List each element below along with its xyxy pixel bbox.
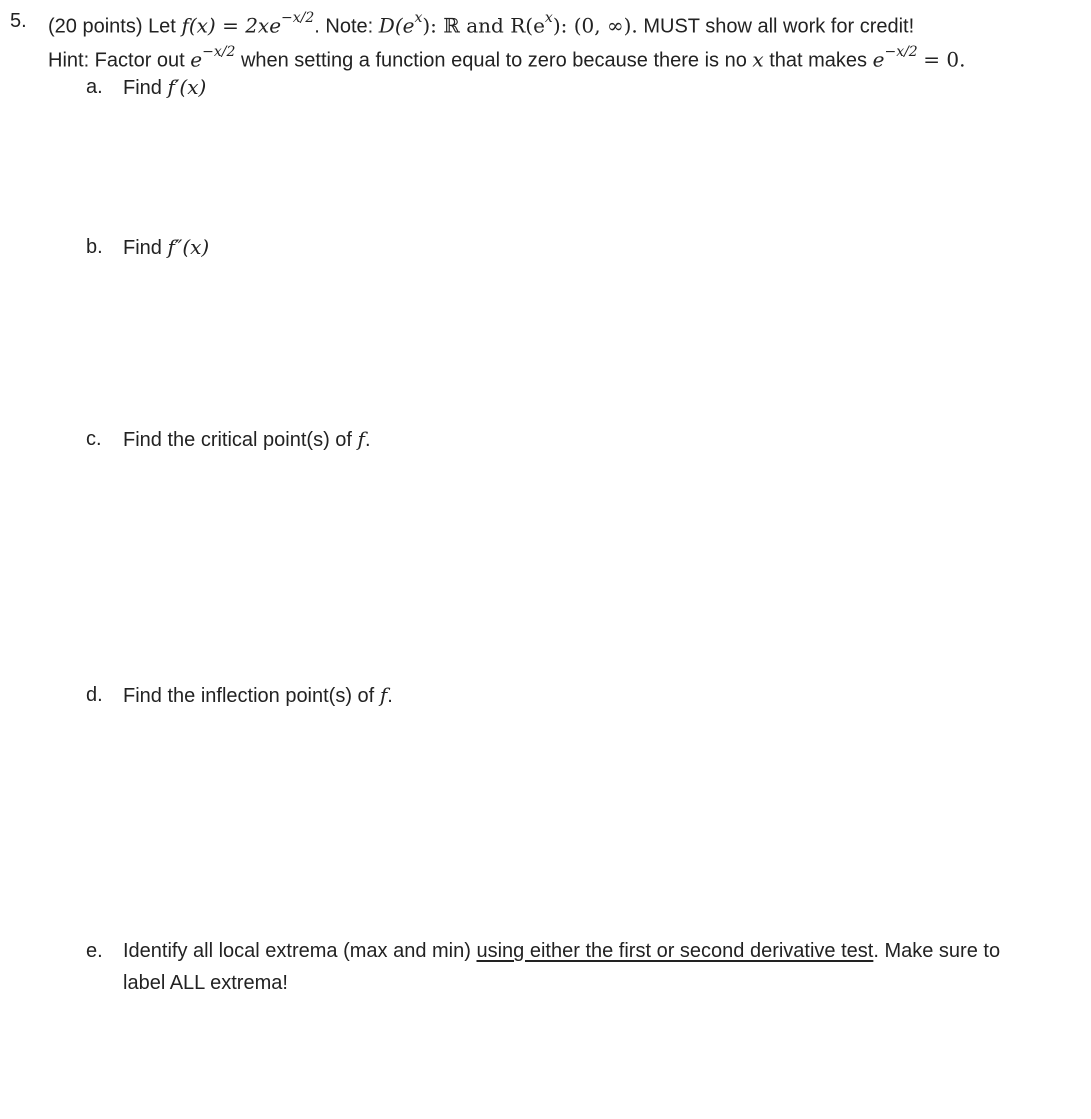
part-e-prompt <box>123 937 1000 965</box>
part-c-math: f <box>357 427 365 451</box>
part-e-text-after: . Make sure to <box>873 940 1001 962</box>
part-e-letter: e. <box>86 940 103 962</box>
part-b-prompt <box>123 233 209 262</box>
part-a-text: Find <box>123 77 162 99</box>
hint-end-exponent: −x/2 <box>884 44 918 60</box>
hint-variable: x <box>752 47 764 72</box>
hint-tail: that makes <box>769 49 868 72</box>
part-b-letter: b. <box>86 236 103 258</box>
part-d-math: f <box>379 683 388 707</box>
function-definition: f(x) = 2xe <box>181 13 282 38</box>
hint-end-base: e <box>872 47 885 72</box>
hint-end-equation: = 0. <box>923 47 966 72</box>
hint-line <box>48 41 965 75</box>
hint-middle: when setting a function equal to zero because there is no <box>240 49 747 72</box>
part-b-math: f″(x) <box>167 235 210 259</box>
part-a-letter: a. <box>86 76 103 98</box>
points-label: (20 points) <box>48 15 143 38</box>
instruction-text: MUST show all work for credit! <box>643 15 915 38</box>
part-d-prompt <box>123 681 393 710</box>
part-c-letter: c. <box>86 428 102 450</box>
question-number: 5. <box>10 10 27 32</box>
range-tail: ): (0, ∞). <box>552 13 638 38</box>
hint-factor: e <box>190 47 203 72</box>
function-exponent: −x/2 <box>281 10 315 26</box>
range-exponent: x <box>544 10 553 26</box>
hint-label: Hint: Factor out <box>48 49 185 72</box>
note-label: . Note: <box>314 15 374 38</box>
domain-tail: ): ℝ and R(e <box>422 13 545 38</box>
part-a-prompt <box>123 73 206 102</box>
domain-exponent: x <box>414 10 423 26</box>
question-statement <box>48 7 914 41</box>
part-a-math: f′(x) <box>167 75 207 99</box>
part-c-prompt <box>123 425 371 454</box>
part-c-end: . <box>364 429 371 451</box>
part-c-text: Find the critical point(s) of <box>123 429 352 451</box>
part-e-line2: label ALL extrema! <box>123 972 288 994</box>
part-e-underlined: using either the first or second derivative test <box>476 940 874 962</box>
let-label: Let <box>148 15 176 38</box>
part-e-text-before: Identify all local extrema (max and min) <box>123 940 471 962</box>
part-d-text: Find the inflection point(s) of <box>123 685 375 707</box>
part-d-end: . <box>387 685 393 707</box>
part-d-letter: d. <box>86 684 103 706</box>
hint-factor-exponent: −x/2 <box>202 44 236 60</box>
part-b-text: Find <box>123 237 162 259</box>
domain-expression: D(e <box>378 13 415 38</box>
